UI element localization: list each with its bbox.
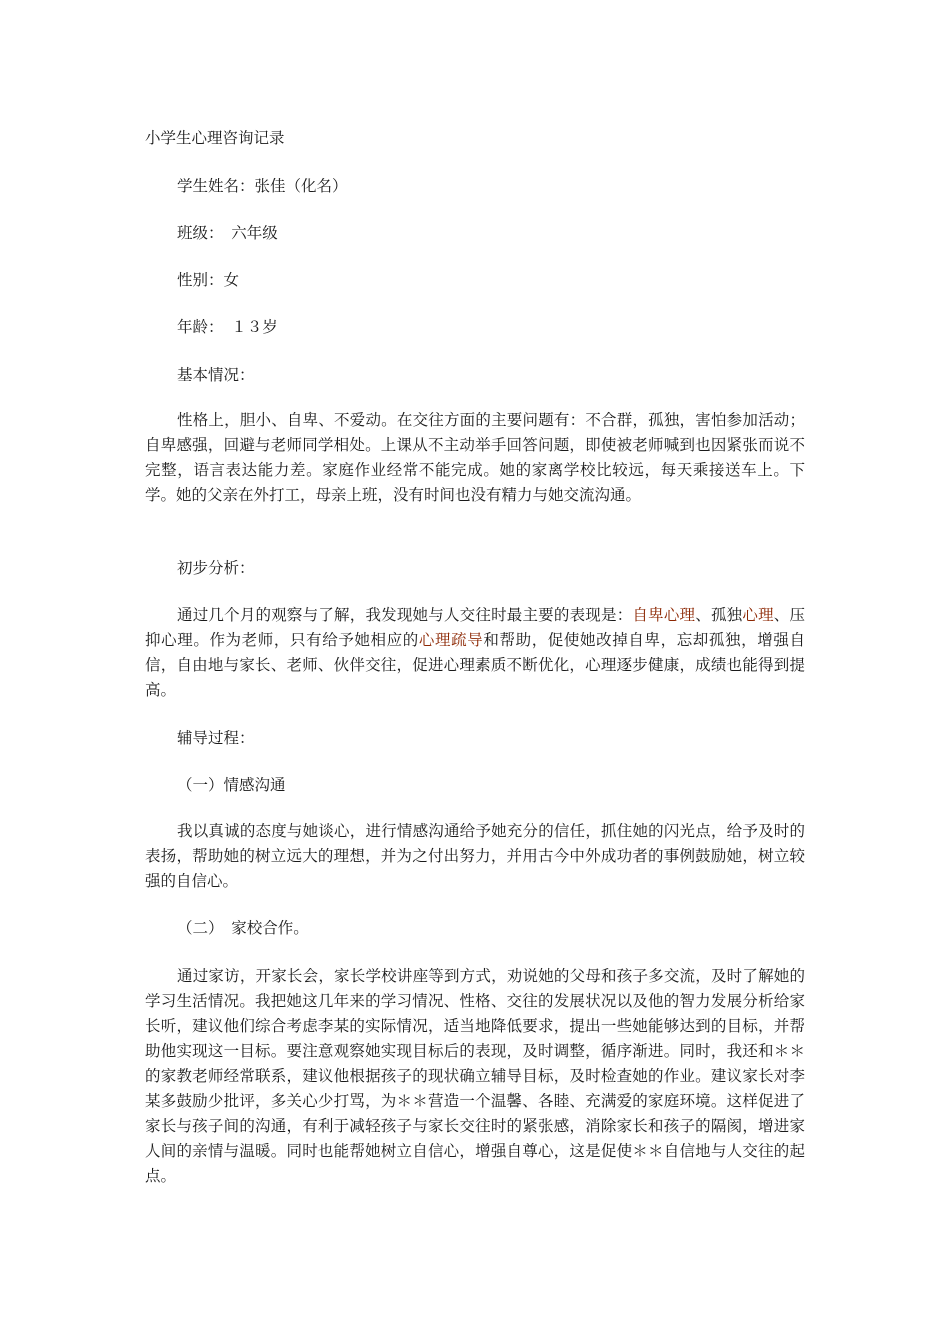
student-name-field: 学生姓名：张佳（化名） bbox=[177, 177, 348, 195]
gender-field: 性别：女 bbox=[177, 271, 240, 289]
analysis-text-1: 通过几个月的观察与了解，我发现她与人交往时最主要的表现是： bbox=[177, 606, 633, 624]
section-1-paragraph: 我以真诚的态度与她谈心，进行情感沟通给予她充分的信任，抓住她的闪光点，给予及时的表扬，帮助她的树立远大的理想，并为之付出努力，并用古今中外成功者的事例鼓励她，树立较强的自信心。 bbox=[145, 822, 805, 890]
section-2-heading: （二） 家校合作。 bbox=[177, 919, 309, 937]
age-field: 年龄： １３岁 bbox=[177, 318, 278, 336]
analysis-paragraph bbox=[145, 603, 805, 703]
section-2-paragraph: 通过家访，开家长会，家长学校讲座等到方式，劝说她的父母和孩子多交流，及时了解她的学习生活情况。我把她这几年来的学习情况、性格、交往的发展状况以及他的智力发展分析给家长听，建议他们综合考虑李某的实际情况，适当地降低要求，提出一些她能够达到的目标，并帮助他实现这一目标。要注意观察她实现目标后的表现，及时调整，循序渐进。同时，我还和＊＊的家教老师经常联系，建议他根据孩子的现状确立辅导目标，及时检查她的作业。建议家长对李某多鼓励少批评，多关心少打骂，为＊＊营造一个温馨、各睦、充满爱的家庭环境。这样促进了家长与孩子间的沟通，有利于减轻孩子与家长交往时的紧张感，消除家长和孩子的隔阂，增进家人间的亲情与温暖。同时也能帮她树立自信心，增强自尊心，这是促使＊＊自信地与人交往的起点。 bbox=[145, 967, 805, 1185]
analysis-text-4: 和帮助，促使她改掉自卑，忘却孤独，增强自信，自由地与家长、老师、伙伴交往，促进心理素质不断优化，心理逐步健康，成绩也能得到提高。 bbox=[145, 631, 805, 699]
self-esteem-link[interactable]: 自卑心理 bbox=[632, 606, 696, 624]
section-1-heading: （一）情感沟通 bbox=[177, 776, 286, 794]
process-heading: 辅导过程： bbox=[177, 729, 255, 747]
document-title: 小学生心理咨询记录 bbox=[145, 129, 285, 147]
psychology-link[interactable]: 心理 bbox=[742, 606, 774, 624]
counseling-link[interactable]: 心理疏导 bbox=[418, 631, 484, 649]
basic-info-paragraph: 性格上，胆小、自卑、不爱动。在交往方面的主要问题有：不合群，孤独，害怕参加活动；自卑感强，回避与老师同学相处。上课从不主动举手回答问题，即使被老师喊到也因紧张而说不完整，语言表达能力差。家庭作业经常不能完成。她的家离学校比较远，每天乘接送车上。下学。她的父亲在外打工，母亲上班，没有时间也没有精力与她交流沟通。 bbox=[145, 411, 805, 504]
grade-field: 班级： 六年级 bbox=[177, 224, 278, 242]
analysis-heading: 初步分析： bbox=[177, 559, 255, 577]
analysis-text-3: 、压抑心理。作为老师，只有给予她相应的 bbox=[145, 606, 805, 649]
analysis-text-2: 、孤独 bbox=[695, 606, 743, 624]
basic-info-heading: 基本情况： bbox=[177, 366, 255, 384]
